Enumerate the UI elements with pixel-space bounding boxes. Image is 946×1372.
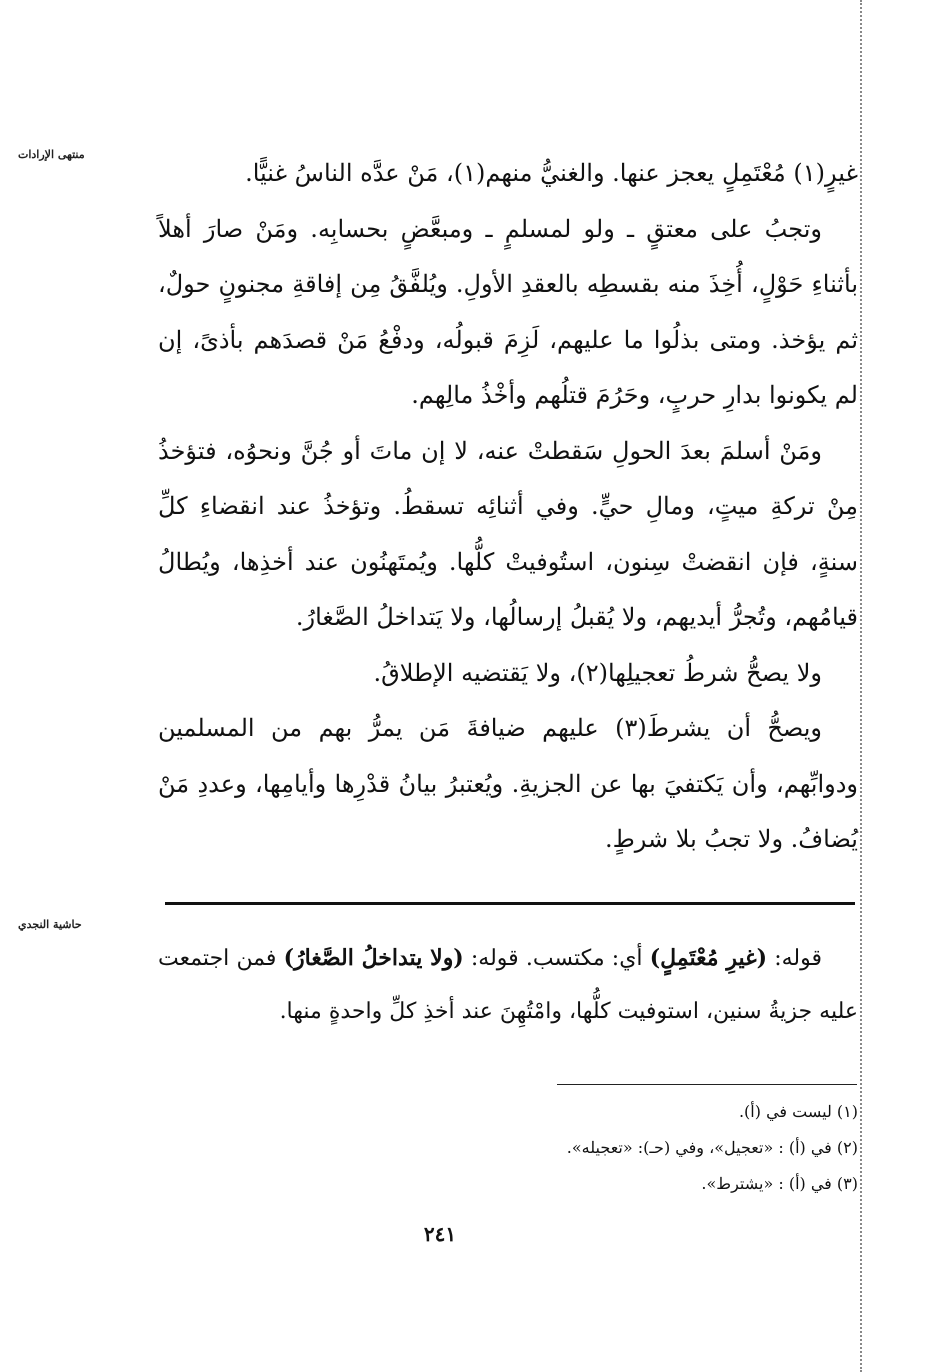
footnote: (٢) في (أ) : «تعجيل»، وفي (حـ): «تعجيله». [566, 1138, 858, 1157]
footnote: (٣) في (أ) : «يشترط». [701, 1174, 858, 1193]
commentary-block [158, 932, 858, 1038]
page-number: ٢٤١ [423, 1222, 457, 1246]
main-paragraph: غيرٍ(١) مُعْتَمِلٍ يعجز عنها. والغنيُّ منهم(١)، مَنْ عدَّه الناسُ غنيًّا. [245, 159, 858, 187]
page-edge-dotted-line [860, 0, 862, 1372]
side-label-main-text: منتهى الإرادات [18, 148, 85, 161]
footnotes [470, 1094, 858, 1202]
main-paragraph: ومَنْ أسلمَ بعدَ الحولِ سَقطتْ عنه، لا إن ماتَ أو جُنَّ ونحوُه، فتؤخذُ مِنْ تركةِ ميتٍ، ومالِ حيٍّ. وفي أثنائِه تسقطُ. وتؤخذُ عند انقضاءِ كلِّ سنةٍ، فإن انقضتْ سِنون، استُوفيتْ كلُّها. ويُمتَهنُون عند أخذِها، ويُطالُ قيامُهم، وتُجرُّ أيديهم، ولا يُقبلُ إرسالُها، ولا يَتداخلُ الصَّغارُ. [158, 436, 858, 631]
commentary-gloss: أي: مكتسب. قوله: [470, 946, 643, 971]
section-divider [165, 902, 855, 905]
commentary-term: (غيرِ مُعْتَمِلٍ) [649, 945, 768, 971]
side-label-commentary: حاشية النجدي [18, 918, 82, 931]
main-paragraph: ويصحُّ أن يشرطَ(٣) عليهم ضيافةَ مَن يمرُّ بهم من المسلمين ودوابِّهم، وأن يَكتفيَ بها عن الجزيةِ. ويُعتبرُ بيانُ قدْرِها وأيامِها، وعددِ مَنْ يُضافُ. ولا تجبُ بلا شرطٍ. [158, 714, 858, 853]
main-paragraph: ولا يصحُّ شرطُ تعجيلِها(٢)، ولا يَقتضيه الإطلاقُ. [373, 658, 822, 687]
commentary-term: (ولا يتداخلُ الصَّغارُ) [283, 945, 464, 971]
main-text-block [158, 146, 858, 868]
main-paragraph: وتجبُ على معتقٍ ـ ولو لمسلمٍ ـ ومبعَّضٍ بحسابِه. ومَنْ صارَ أهلاً بأثناءِ حَوْلٍ، أُخِذَ منه بقسطِه بالعقدِ الأولِ. ويُلفَّقُ مِن إفاقةِ مجنونٍ حولٌ، ثم يؤخذ. ومتى بذلُوا ما عليهم، لَزِمَ قبولُه، ودفْعُ مَنْ قصدَهم بأذىً، إن لم يكونوا بدارِ حربٍ، وحَرُمَ قتلُهم وأخْذُ مالِهم. [158, 214, 858, 409]
footnote: (١) ليست في (أ). [738, 1102, 858, 1121]
commentary-gloss: فمن اجتمعت عليه جزيةُ سنين، استوفيت كلُّها، وامْتُهِنَ عند أخذِ كلِّ واحدةٍ منها. [158, 946, 858, 1024]
commentary-lead: قوله: [774, 946, 822, 971]
footnote-divider [557, 1084, 857, 1085]
commentary-paragraph [158, 932, 858, 1038]
